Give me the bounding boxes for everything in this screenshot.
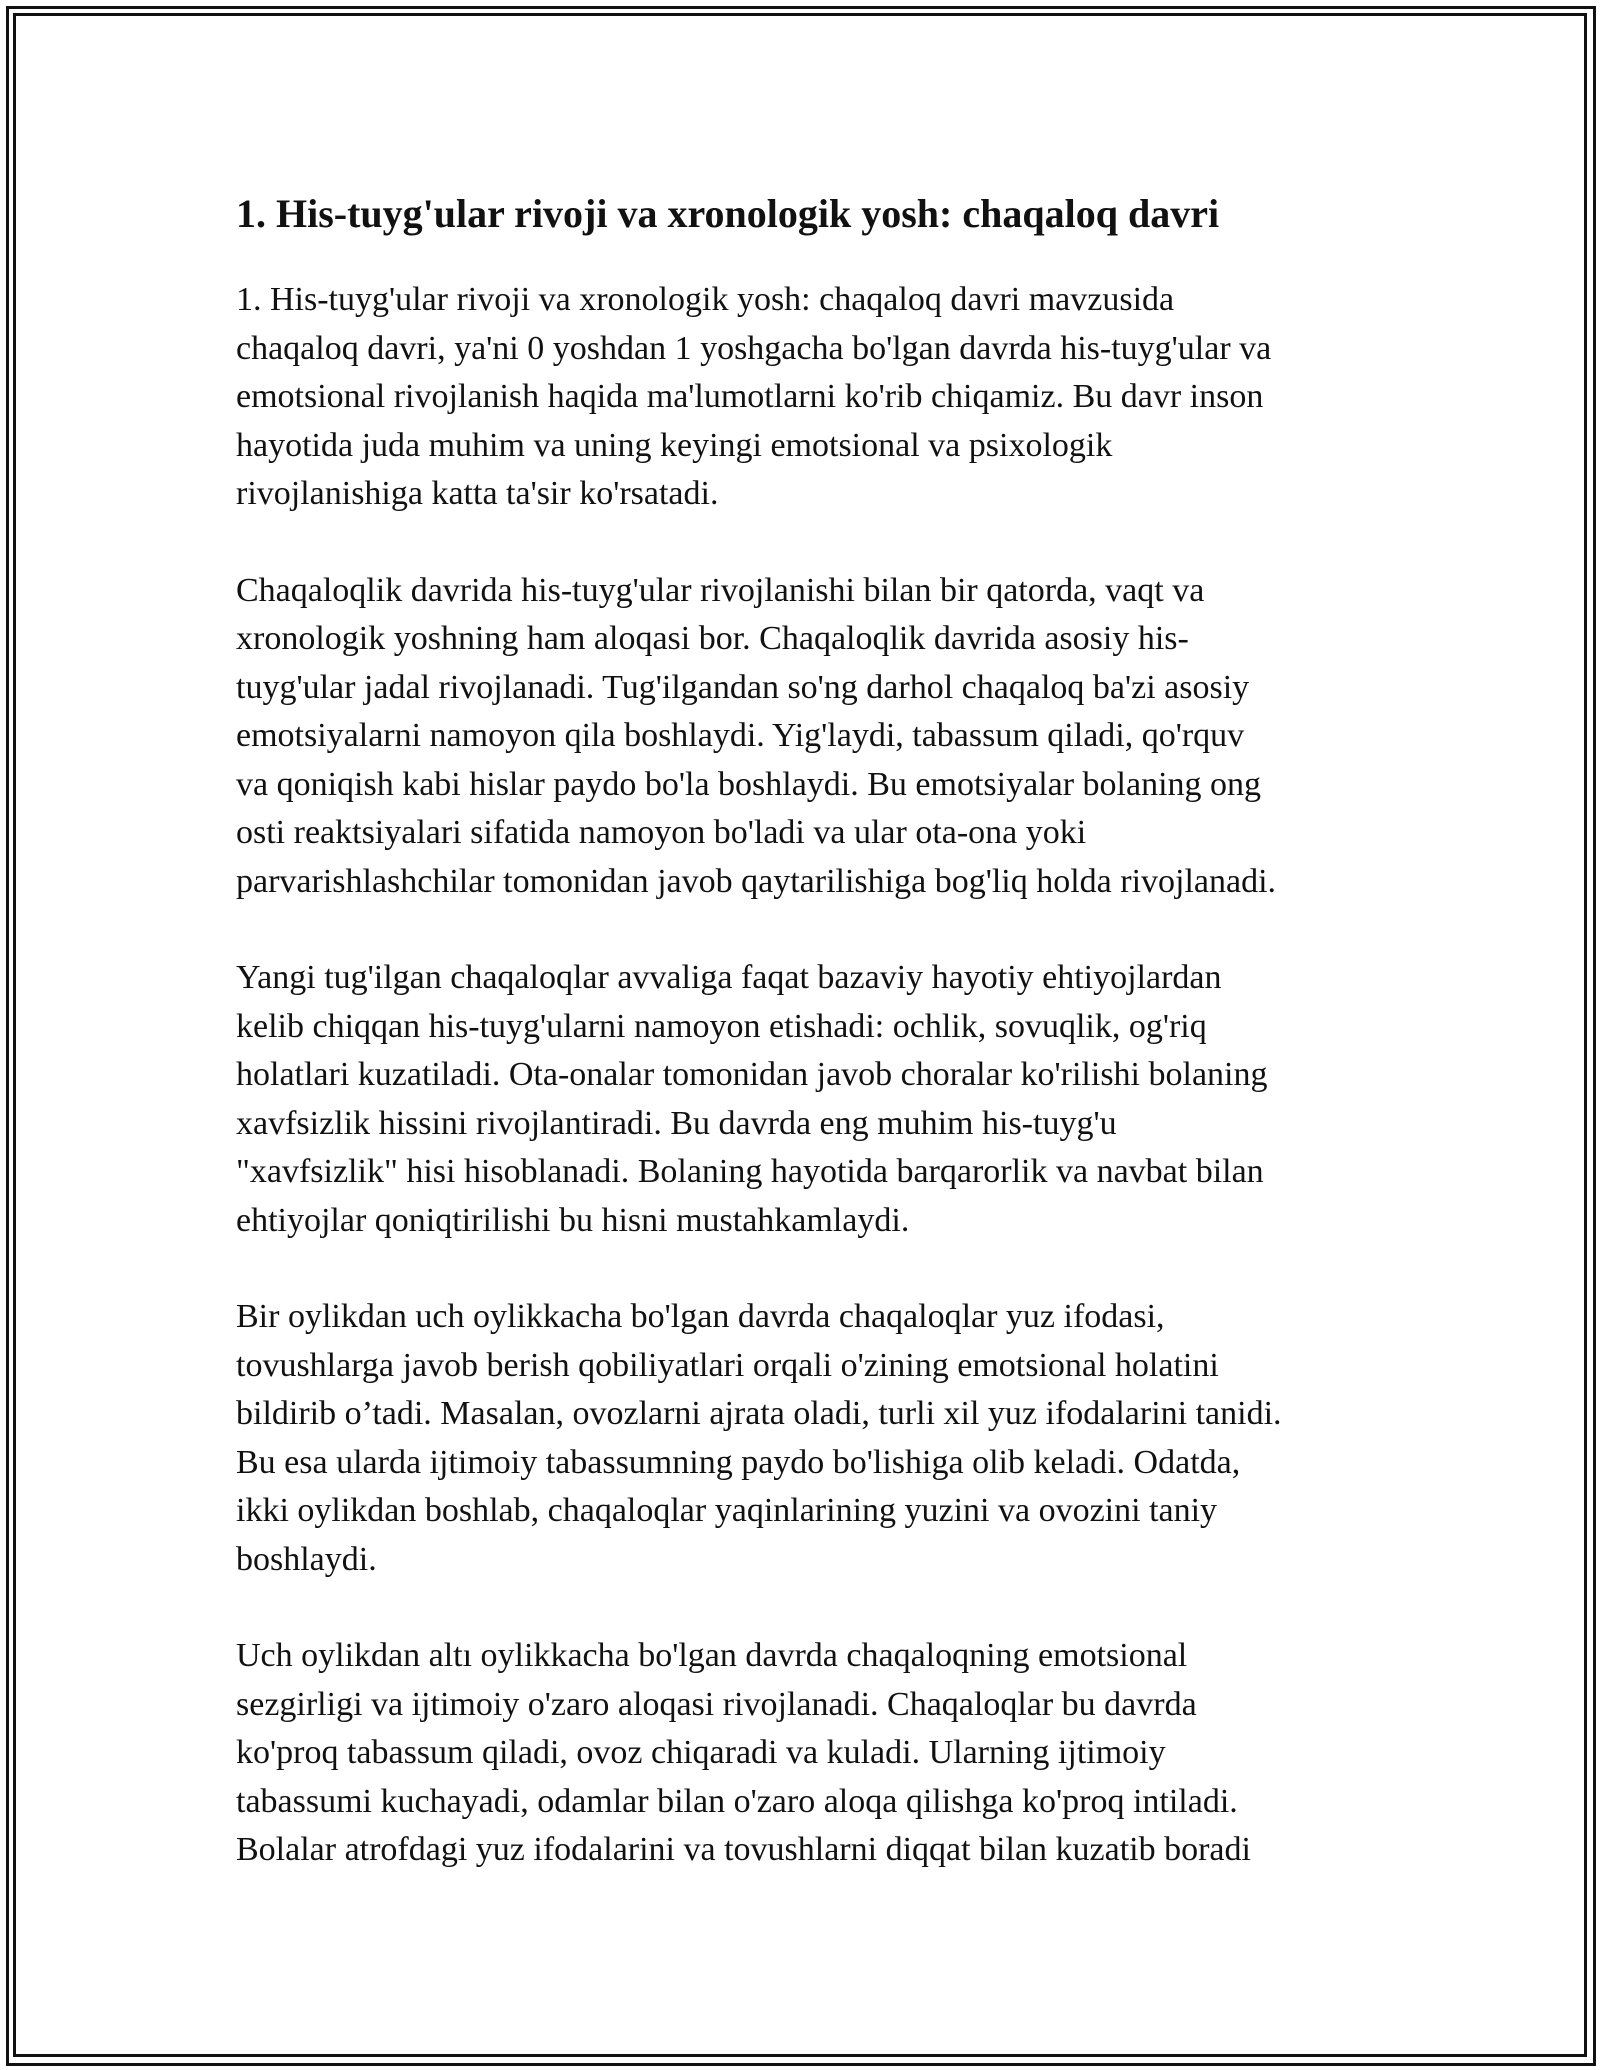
- document-title: 1. His-tuyg'ular rivoji va xronologik yosh: chaqaloq davri: [236, 191, 1220, 236]
- paragraph-three-to-six-months: Uch oylikdan altı oylikkacha bo'lgan davrda chaqaloqning emotsional sezgirligi va ijtimoiy o'zaro aloqasi rivojlanadi. Chaqaloqlar bu davrda ko'proq tabassum qiladi, ovoz chiqaradi va kuladi. Ularning ijtimoiy tabassumi kuchayadi, odamlar bilan o'zaro aloqa qilishga ko'proq intiladi. Bolalar atrofdagi yuz ifodalarini va tovushlarni diqqat bilan kuzatib boradi: [236, 1637, 1251, 1868]
- paragraph-newborn-needs: Yangi tug'ilgan chaqaloqlar avvaliga faqat bazaviy hayotiy ehtiyojlardan kelib chiqqan his-tuyg'ularni namoyon etishadi: ochlik, sovuqlik, og'riq holatlari kuzatiladi. Ota-onalar tomonidan javob choralar ko'rilishi bolaning xavfsizlik hissini rivojlantiradi. Bu davrda eng muhim his-tuyg'u "xavfsizlik" hisi hisoblanadi. Bolaning hayotida barqarorlik va navbat bilan ehtiyojlar qoniqtirilishi bu hisni mustahkamlaydi.: [236, 959, 1268, 1239]
- paragraph-chronological-age: Chaqaloqlik davrida his-tuyg'ular rivojlanishi bilan bir qatorda, vaqt va xronologik yoshning ham aloqasi bor. Chaqaloqlik davrida asosiy his- tuyg'ular jadal rivojlanadi. Tug'ilgandan so'ng darhol chaqaloq ba'zi asosiy emotsiyalarni namoyon qila boshlaydi. Yig'laydi, tabassum qiladi, qo'rquv va qoniqish kabi hislar paydo bo'la boshlaydi. Bu emotsiyalar bolaning ong osti reaktsiyalari sifatida namoyon bo'ladi va ular ota-ona yoki parvarishlashchilar tomonidan javob qaytarilishiga bog'liq holda rivojlanadi.: [236, 571, 1277, 900]
- paragraph-one-to-three-months: Bir oylikdan uch oylikkacha bo'lgan davrda chaqaloqlar yuz ifodasi, tovushlarga javob berish qobiliyatlari orqali o'zining emotsional holatini bildirib o’tadi. Masalan, ovozlarni ajrata oladi, turli xil yuz ifodalarini tanidi. Bu esa ularda ijtimoiy tabassumning paydo bo'lishiga olib keladi. Odatda, ikki oylikdan boshlab, chaqaloqlar yaqinlarining yuzini va ovozini taniy boshlaydi.: [236, 1298, 1282, 1578]
- paragraph-intro: 1. His-tuyg'ular rivoji va xronologik yosh: chaqaloq davri mavzusida chaqaloq davri, ya'ni 0 yoshdan 1 yoshgacha bo'lgan davrda his-tuyg'ular va emotsional rivojlanish haqida ma'lumotlarni ko'rib chiqamiz. Bu davr inson hayotida juda muhim va uning keyingi emotsional va psixologik rivojlanishiga katta ta'sir ko'rsatadi.: [236, 281, 1272, 512]
- document-body: [236, 186, 1366, 1923]
